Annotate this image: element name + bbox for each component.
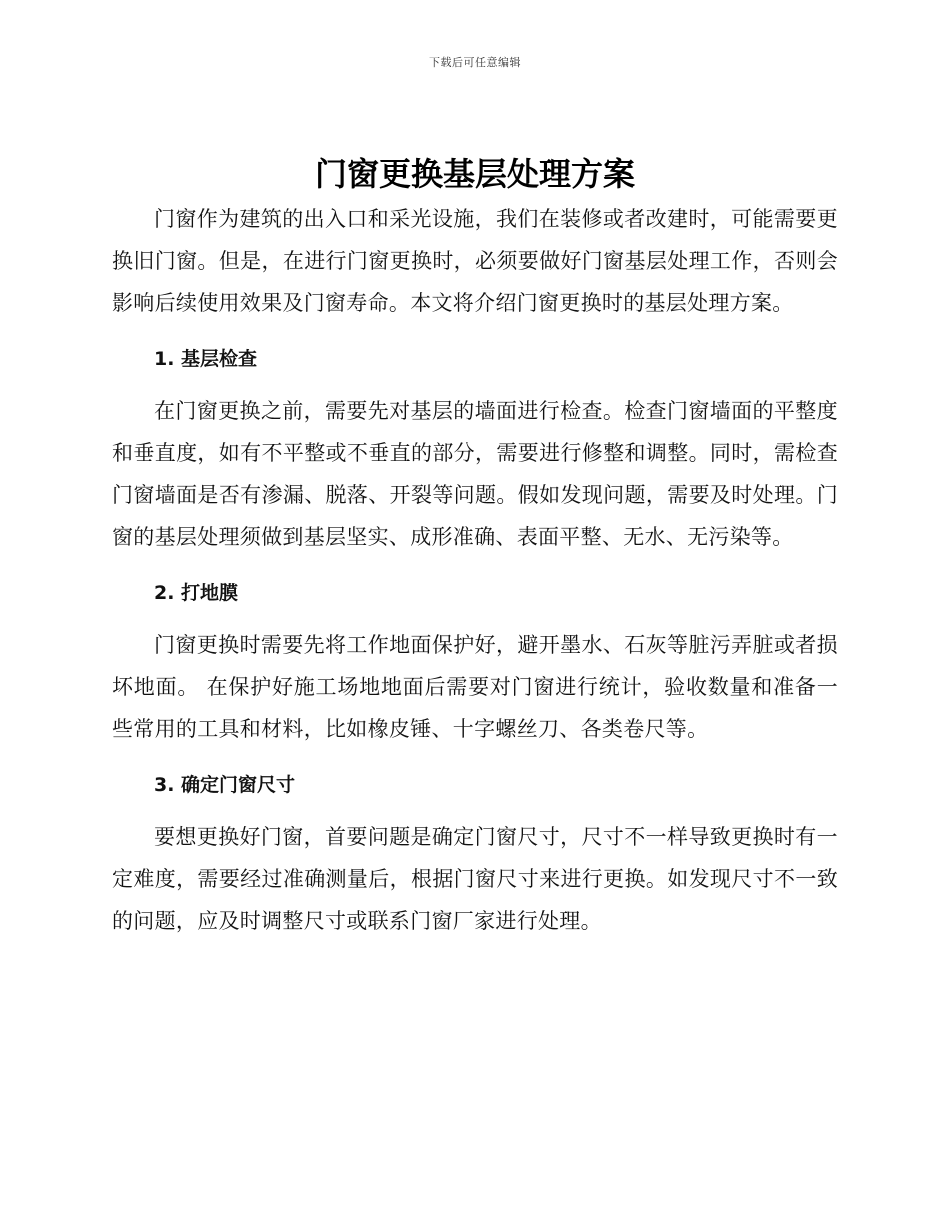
section-body-1: 在门窗更换之前，需要先对基层的墙面进行检查。检查门窗墙面的平整度和垂直度，如有不平整或不垂直的部分，需要进行修整和调整。同时，需检查门窗墙面是否有渗漏、脱落、开裂等问题。假如发现问题，需要及时处理。门窗的基层处理须做到基层坚实、成形准确、表面平整、无水、无污染等。 [112,399,838,549]
section-body-3: 要想更换好门窗，首要问题是确定门窗尺寸，尺寸不一样导致更换时有一定难度，需要经过准确测量后，根据门窗尺寸来进行更换。如发现尺寸不一致的问题，应及时调整尺寸或联系门窗厂家进行处理。 [112,825,838,933]
section-heading-3: 3. 确定门窗尺寸 [154,774,296,796]
intro-paragraph: 门窗作为建筑的出入口和采光设施，我们在装修或者改建时，可能需要更换旧门窗。但是，在进行门窗更换时，必须要做好门窗基层处理工作，否则会影响后续使用效果及门窗寿命。本文将介绍门窗更换时的基层处理方案。 [112,207,838,315]
header-note: 下载后可任意编辑 [429,56,521,69]
document-title: 门窗更换基层处理方案 [314,155,635,193]
section-heading-1: 1. 基层检查 [154,348,258,370]
section-body-2: 门窗更换时需要先将工作地面保护好，避开墨水、石灰等脏污弄脏或者损坏地面。 在保护好施工场地地面后需要对门窗进行统计，验收数量和准备一些常用的工具和材料，比如橡皮锤、十字螺丝刀、各类卷尺等。 [112,633,838,741]
document-body [112,198,838,942]
section-heading-2: 2. 打地膜 [154,582,239,604]
